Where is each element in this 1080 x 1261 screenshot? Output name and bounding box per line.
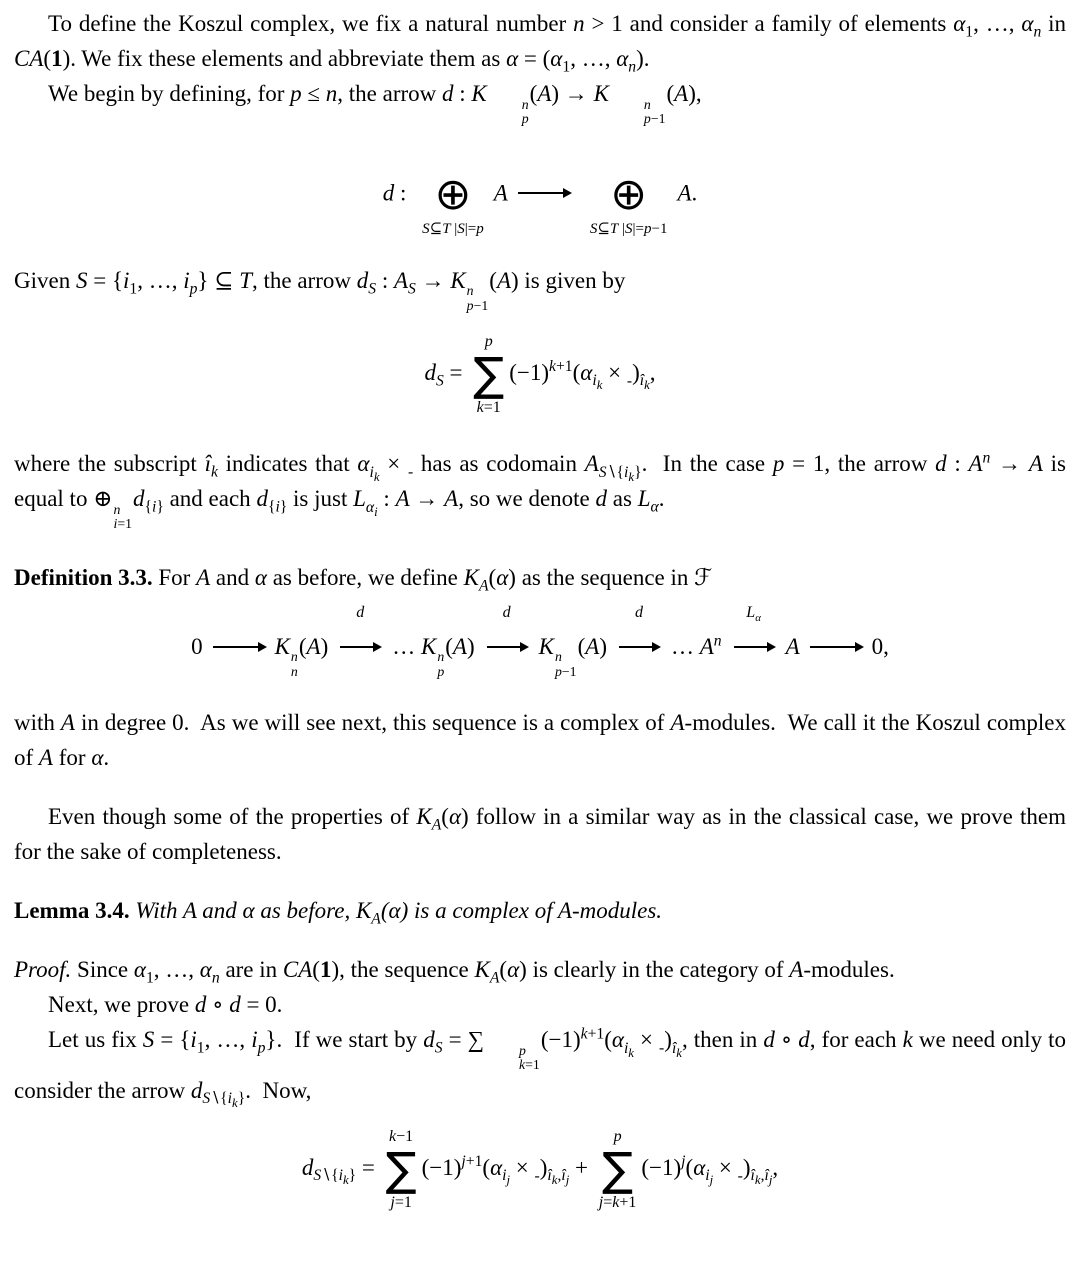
paragraph-degree-zero: with A in degree 0. As we will see next, this sequence is a complex of A-modules. We call it the Koszul complex of A for α. [14,710,1067,771]
paragraph-given-s: Given $S = \{i_1$, …, $i_p$} ⊆ T, the arrow $d_S$ : $A_S \to K$ n p−1 (A) is given by [14,267,626,313]
paragraph-we-begin: We begin by defining, for p ≤ n, the arrow d : K n p (A) → K n p−1 (A), [48,81,702,127]
lemma-3-4: Lemma 3.4. With A and α as before, $K_A(\alpha)$ is a complex of A-modules. [14,898,663,928]
definition-3-3: Definition 3.3. For A and α as before, we define $K_A(\alpha)$ as the sequence in ℱ [14,564,713,595]
paragraph-where-subscript: where the subscript $î_k$ indicates that $\alpha_{i_k} \times _-$ has as codomain $A_{S∖\{i_k\}}$. In the case p = 1, the arrow d : $A^n \to A$ is equal to ⊕ n i=1 $d_{\{i\}}$ and each $d_{\{i\}}$ is just $L_{\alpha_i}$ : A → A, so we denote d as $L_\alpha$. [14,449,1067,532]
equation-ds-sum: $d_S$ = p ∑ k=1 $(-1)^{k+1}(\alpha_{i_k} \times _-)_{î_k}$, [424,333,656,417]
proof-paragraph-2: Next, we prove d ∘ d = 0. [48,992,283,1018]
equation-direct-sum-arrow: d : ⊕ S⊆T |S|=p A ⊕ S⊆T |S|=p−1 A. [382,168,698,237]
proof-paragraph-1: Proof. Since $\alpha_1$, …, $\alpha_n$ are in CA(1), the sequence $K_A(\alpha)$ is clearly in the category of A-modules. [14,957,895,987]
equation-koszul-sequence: 0 K n n (A) d … K n p (A) d K n p−1 (A) d … $A^n$ $L_\alpha$ A 0, [191,603,889,679]
paragraph-even-though: Even though some of the properties of $K_A(\alpha)$ follow in a similar way as in the classical case, we prove them for the sake of completeness. [14,804,1066,865]
equation-ds-minus-ik: $d_{S∖\{i_k\}}$ = k−1 ∑ j=1 $(-1)^{j+1}(\alpha_{i_j} \times _-)_{î_k,î_j}$ + p ∑ j=k+1 $(-1)^j(\alpha_{i_j} \times _-)_{î_k,î_j}$, [301,1127,779,1211]
proof-paragraph-3: Let us fix $S = \{i_1$, …, $i_p$}. If we start by $d_S$ = ∑ p k=1 $(-1)^{k+1}(\alpha_{i_k} \times _-)_{î_k}$, then in d ∘ d, for each k we need only to consider the arrow $d_{S∖\{i_k\}}$. Now, [14,1025,1067,1111]
paragraph-koszul-intro: To define the Koszul complex, we fix a natural number n > 1 and consider a family of elements $\alpha_1$, …, $\alpha_n$ in CA(1). We fix these elements and abbreviate them as $\alpha = (\alpha_1$, …, $\alpha_n$). [14,11,1067,76]
